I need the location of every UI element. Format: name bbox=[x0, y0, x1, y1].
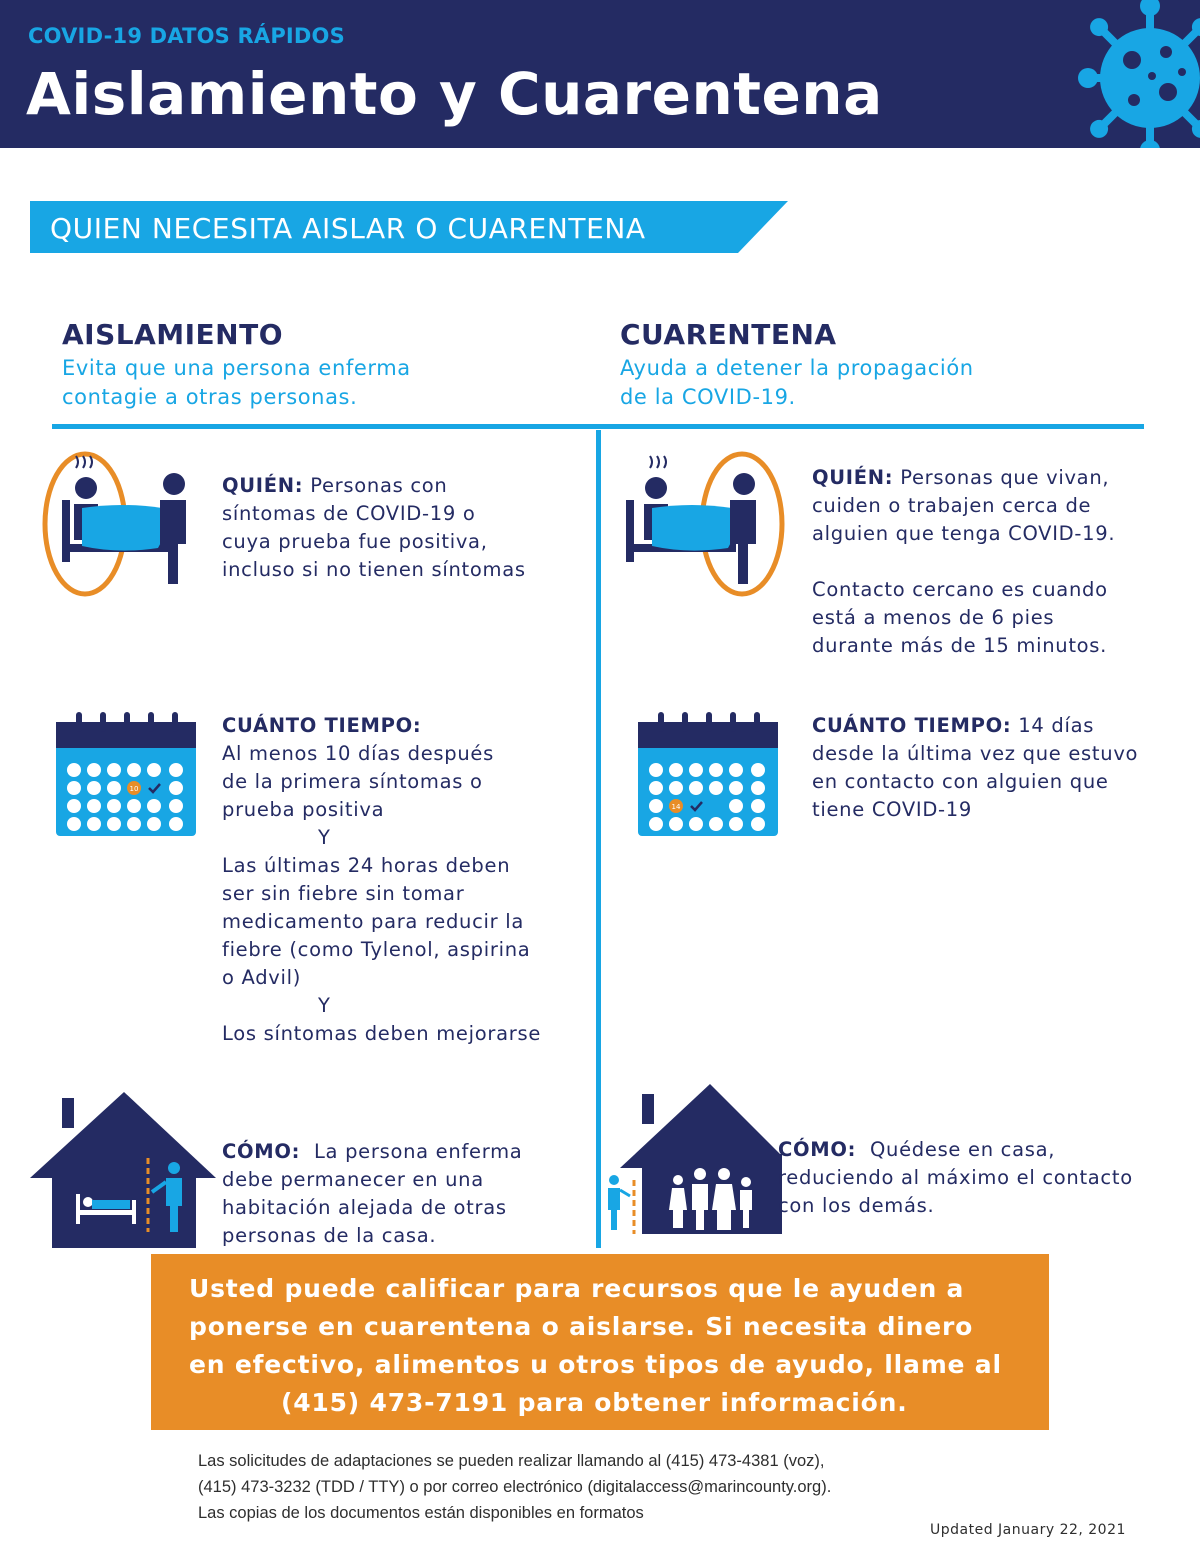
quarantine-how-long-label: CUÁNTO TIEMPO: bbox=[812, 714, 1012, 737]
page-title: Aislamiento y Cuarentena bbox=[26, 60, 883, 128]
header-kicker: COVID-19 DATOS RÁPIDOS bbox=[28, 24, 345, 48]
quarantine-subtitle-line: Ayuda a detener la propagación bbox=[620, 356, 974, 380]
isolation-who-line: cuya prueba fue positiva, bbox=[222, 530, 488, 553]
quarantine-who-line: Personas que vivan, bbox=[900, 466, 1110, 489]
caregiver-bed-icon bbox=[616, 448, 796, 608]
isolation-how-long-line: Los síntomas deben mejorarse bbox=[222, 1022, 542, 1045]
quarantine-heading: CUARENTENA bbox=[620, 318, 837, 351]
quarantine-contact-line: durante más de 15 minutos. bbox=[812, 634, 1108, 657]
quarantine-how-long-line: en contacto con alguien que bbox=[812, 770, 1109, 793]
house-isolated-room-icon bbox=[30, 1092, 216, 1248]
isolation-who-line: Personas con bbox=[310, 474, 448, 497]
quarantine-who bbox=[812, 464, 1115, 548]
quarantine-contact-line: está a menos de 6 pies bbox=[812, 606, 1055, 629]
isolation-how-long-line: Al menos 10 días después bbox=[222, 742, 494, 765]
isolation-how-long-line: Las últimas 24 horas deben bbox=[222, 854, 511, 877]
sick-person-bed-icon bbox=[36, 448, 216, 608]
isolation-how-long-line: medicamento para reducir la bbox=[222, 910, 525, 933]
quarantine-contact bbox=[812, 576, 1108, 660]
isolation-subtitle-line: Evita que una persona enferma bbox=[62, 356, 411, 380]
house-family-icon bbox=[602, 1084, 782, 1244]
quarantine-how bbox=[778, 1136, 1133, 1220]
updated-date: Updated January 22, 2021 bbox=[930, 1522, 1126, 1538]
horizontal-divider bbox=[52, 424, 1144, 429]
quarantine-how-line: con los demás. bbox=[778, 1194, 935, 1217]
quarantine-how-line: reduciendo al máximo el contacto bbox=[778, 1166, 1133, 1189]
conjunction-y: Y bbox=[318, 994, 331, 1017]
isolation-how-line: personas de la casa. bbox=[222, 1224, 437, 1247]
callout-line: (415) 473-7191 para obtener información. bbox=[281, 1388, 908, 1417]
isolation-subtitle bbox=[62, 354, 411, 412]
conjunction-y: Y bbox=[318, 826, 331, 849]
isolation-how-long bbox=[222, 712, 541, 1048]
quarantine-how-long-line: tiene COVID-19 bbox=[812, 798, 972, 821]
isolation-subtitle-line: contagie a otras personas. bbox=[62, 385, 358, 409]
isolation-how-long-label: CUÁNTO TIEMPO: bbox=[222, 714, 422, 737]
footnote-line: (415) 473-3232 (TDD / TTY) o por correo electrónico (digitalaccess@marincounty.org). bbox=[198, 1478, 832, 1496]
quarantine-how-long-line: desde la última vez que estuvo bbox=[812, 742, 1139, 765]
header bbox=[0, 0, 1200, 148]
isolation-who-line: incluso si no tienen síntomas bbox=[222, 558, 526, 581]
isolation-how-long-line: o Advil) bbox=[222, 966, 302, 989]
calendar-icon bbox=[56, 712, 196, 836]
isolation-how-long-line: ser sin fiebre sin tomar bbox=[222, 882, 465, 905]
isolation-how-line: habitación alejada de otras bbox=[222, 1196, 507, 1219]
isolation-how-long-line: prueba positiva bbox=[222, 798, 385, 821]
isolation-how-line: La persona enferma bbox=[313, 1140, 523, 1163]
vertical-divider bbox=[596, 430, 601, 1248]
quarantine-subtitle bbox=[620, 354, 974, 412]
footnote-line: Las solicitudes de adaptaciones se pueden realizar llamando al (415) 473-4381 (voz), bbox=[198, 1452, 825, 1470]
quarantine-how-label: CÓMO: bbox=[778, 1138, 857, 1161]
calendar-mark-day: 14 bbox=[671, 803, 681, 811]
quarantine-contact-line: Contacto cercano es cuando bbox=[812, 578, 1108, 601]
resources-callout bbox=[151, 1254, 1049, 1430]
isolation-how-line: debe permanecer en una bbox=[222, 1168, 484, 1191]
accessibility-footnote bbox=[198, 1448, 831, 1526]
isolation-how bbox=[222, 1138, 522, 1250]
quarantine-who-line: alguien que tenga COVID-19. bbox=[812, 522, 1116, 545]
quarantine-who-line: cuiden o trabajen cerca de bbox=[812, 494, 1092, 517]
isolation-how-long-line: fiebre (como Tylenol, aspirina bbox=[222, 938, 531, 961]
calendar-mark-day: 10 bbox=[129, 785, 139, 793]
footnote-line: Las copias de los documentos están disponibles en formatos bbox=[198, 1504, 644, 1522]
quarantine-subtitle-line: de la COVID-19. bbox=[620, 385, 796, 409]
isolation-who bbox=[222, 472, 526, 584]
callout-line: Usted puede calificar para recursos que le ayuden a bbox=[189, 1274, 965, 1303]
isolation-who-label: QUIÉN: bbox=[222, 474, 304, 497]
virus-icon bbox=[1068, 0, 1200, 148]
callout-line: ponerse en cuarentena o aislarse. Si necesita dinero bbox=[189, 1312, 974, 1341]
isolation-how-long-line: de la primera síntomas o bbox=[222, 770, 483, 793]
resources-callout-text bbox=[189, 1270, 1029, 1422]
quarantine-how-long bbox=[812, 712, 1138, 824]
isolation-who-line: síntomas de COVID-19 o bbox=[222, 502, 476, 525]
quarantine-how-long-line: 14 días bbox=[1018, 714, 1095, 737]
calendar-icon bbox=[638, 712, 778, 836]
quarantine-who-label: QUIÉN: bbox=[812, 466, 894, 489]
section-banner bbox=[30, 201, 788, 253]
banner-text: QUIEN NECESITA AISLAR O CUARENTENA bbox=[50, 212, 646, 245]
quarantine-how-line: Quédese en casa, bbox=[869, 1138, 1056, 1161]
isolation-how-label: CÓMO: bbox=[222, 1140, 301, 1163]
callout-line: en efectivo, alimentos u otros tipos de ayudo, llame al bbox=[189, 1350, 1002, 1379]
isolation-heading: AISLAMIENTO bbox=[62, 318, 284, 351]
